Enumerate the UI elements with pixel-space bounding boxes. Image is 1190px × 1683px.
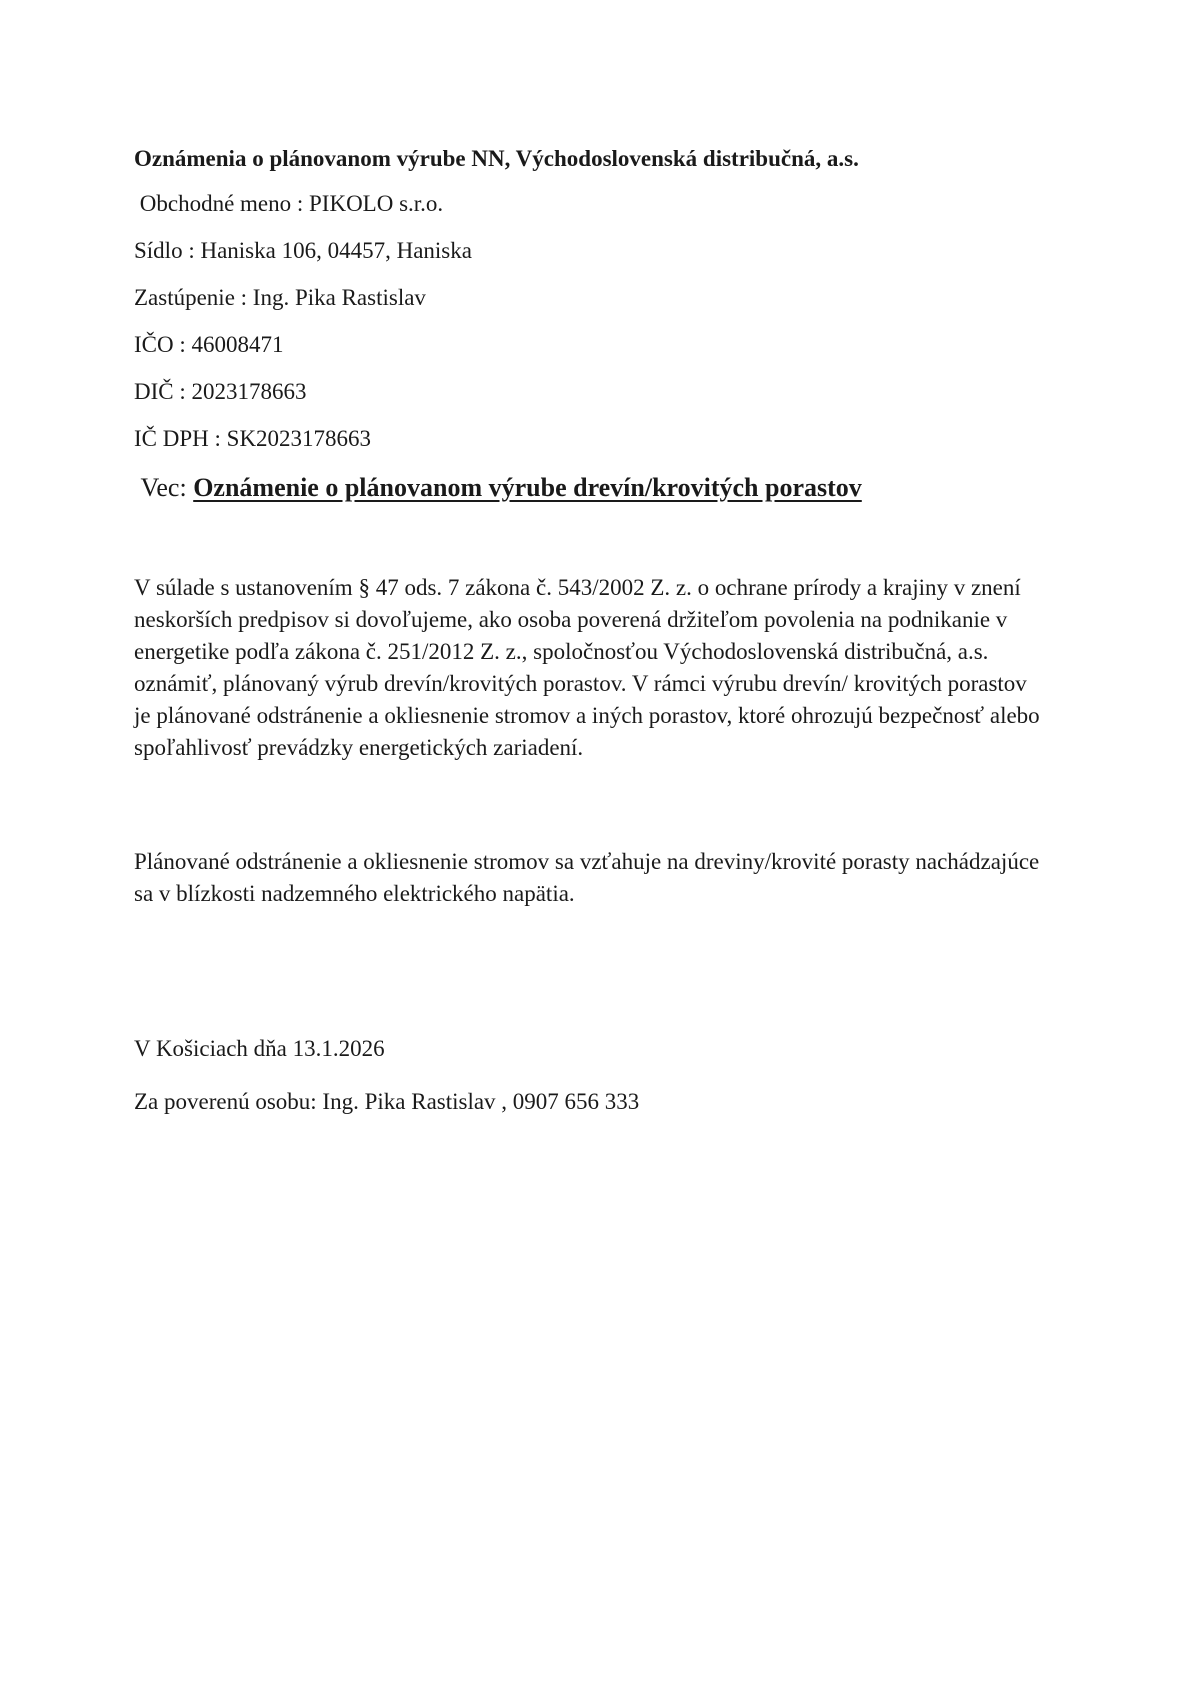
subject-title: Oznámenie o plánovanom výrube drevín/krovitých porastov — [193, 473, 862, 502]
subject-label: Vec: — [134, 473, 194, 502]
subject-line — [134, 470, 1042, 506]
dic-line: DIČ : 2023178663 — [134, 379, 307, 404]
address-line: Sídlo : Haniska 106, 04457, Haniska — [134, 238, 472, 263]
company-name-line: Obchodné meno : PIKOLO s.r.o. — [134, 191, 444, 216]
body-paragraph-2: Plánované odstránenie a okliesnenie stromov sa vzťahuje na dreviny/krovité porasty nachádzajúce sa v blízkosti nadzemného elektrického napätia. — [134, 849, 1040, 906]
signature-line: Za poverenú osobu: Ing. Pika Rastislav , 0907 656 333 — [134, 1089, 640, 1114]
ic-dph-line: IČ DPH : SK2023178663 — [134, 426, 372, 451]
place-date-line: V Košiciach dňa 13.1.2026 — [134, 1036, 385, 1061]
representative-line: Zastúpenie : Ing. Pika Rastislav — [134, 285, 426, 310]
body-paragraph-1: V súlade s ustanovením § 47 ods. 7 zákona č. 543/2002 Z. z. o ochrane prírody a krajiny v znení neskorších predpisov si dovoľujeme, ako osoba poverená držiteľom povolenia na podnikanie v energetike podľa zákona č. 251/2012 Z. z., spoločnosťou Východoslovenská distribučná, a.s. oznámiť, plánovaný výrub drevín/krovitých porastov. V rámci výrubu drevín/ krovitých porastov je plánované odstránenie a okliesnenie stromov a iných porastov, ktoré ohrozujú bezpečnosť alebo spoľahlivosť prevádzky energetických zariadení. — [134, 575, 1040, 760]
document-title: Oznámenia o plánovanom výrube NN, Východoslovenská distribučná, a.s. — [134, 146, 859, 171]
ico-line: IČO : 46008471 — [134, 332, 284, 357]
